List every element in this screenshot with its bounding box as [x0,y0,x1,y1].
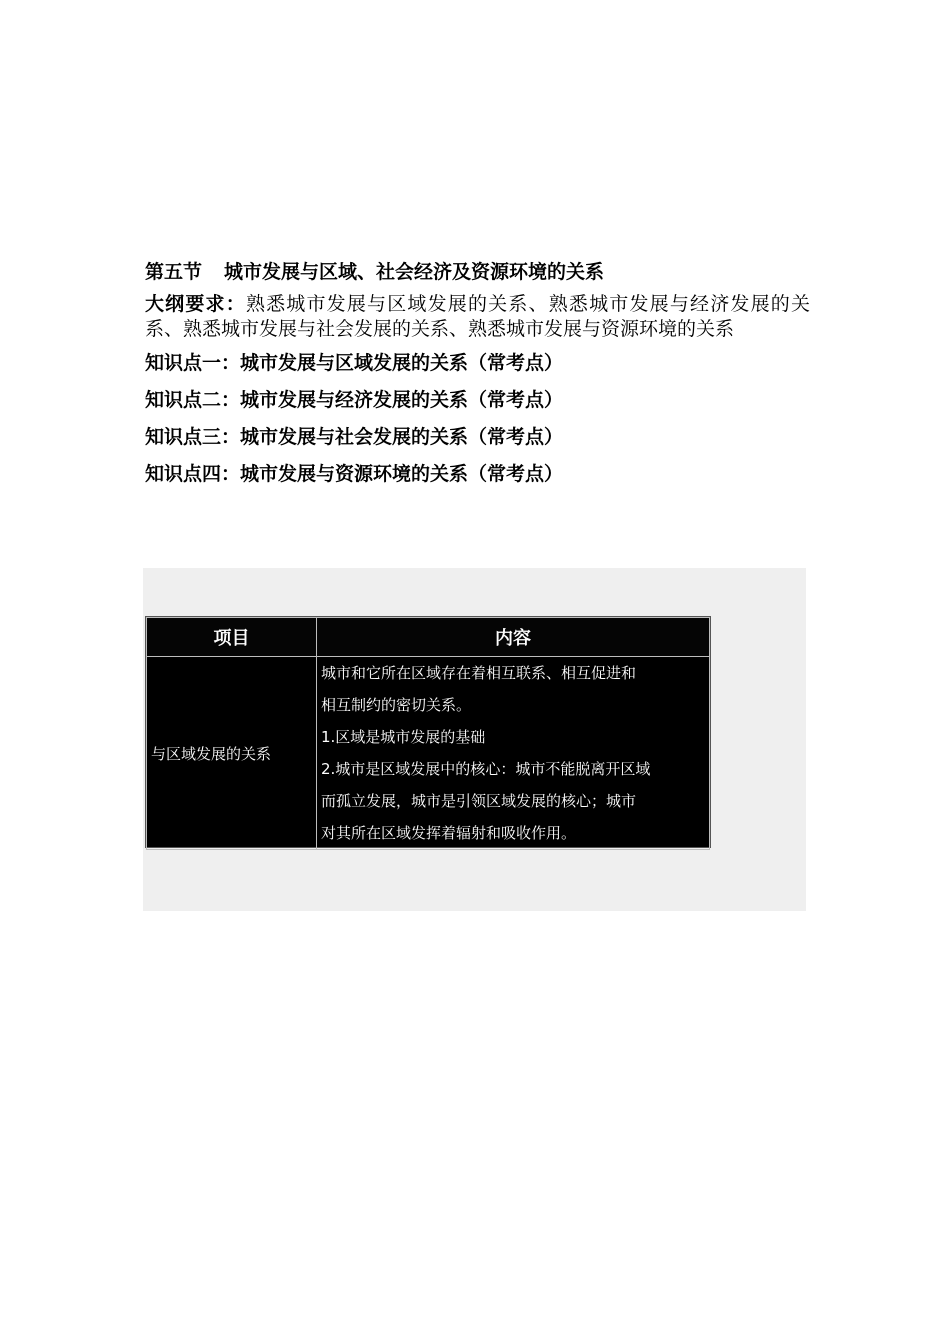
content-line: 1.区域是城市发展的基础 [321,728,486,746]
content-line: 对其所在区域发挥着辐射和吸收作用。 [321,824,577,842]
section-title: 城市发展与区域、社会经济及资源环境的关系 [224,261,605,283]
table-row [147,657,710,850]
section-heading [145,258,810,286]
knowledge-table-image [145,616,711,848]
knowledge-point-2: 知识点二：城市发展与经济发展的关系（常考点） [145,389,564,411]
content-line: 而孤立发展，城市是引领区域发展的核心；城市 [321,792,637,810]
knowledge-point-3: 知识点三：城市发展与社会发展的关系（常考点） [145,426,564,448]
knowledge-table [146,617,710,850]
section-number: 第五节 [145,261,203,283]
outline-requirement [145,292,810,342]
content-line: 相互制约的密切关系。 [321,696,472,714]
knowledge-point-4: 知识点四：城市发展与资源环境的关系（常考点） [145,463,564,485]
table-header-row [147,618,710,657]
content-line: 2.城市是区域发展中的核心：城市不能脱离开区域 [321,760,651,778]
outline-label: 大纲要求： [145,293,246,315]
document-body [145,258,810,497]
header-item: 项目 [147,618,317,657]
item-cell: 与区域发展的关系 [147,657,317,850]
knowledge-point-1: 知识点一：城市发展与区域发展的关系（常考点） [145,352,564,374]
content-line: 城市和它所在区域存在着相互联系、相互促进和 [321,664,637,682]
header-content: 内容 [317,618,710,657]
content-cell [317,657,710,850]
table-figure [143,568,806,911]
outline-text: 熟悉城市发展与区域发展的关系、熟悉城市发展与经济发展的关系、熟悉城市发展与社会发展的关系、熟悉城市发展与资源环境的关系 [145,293,810,340]
